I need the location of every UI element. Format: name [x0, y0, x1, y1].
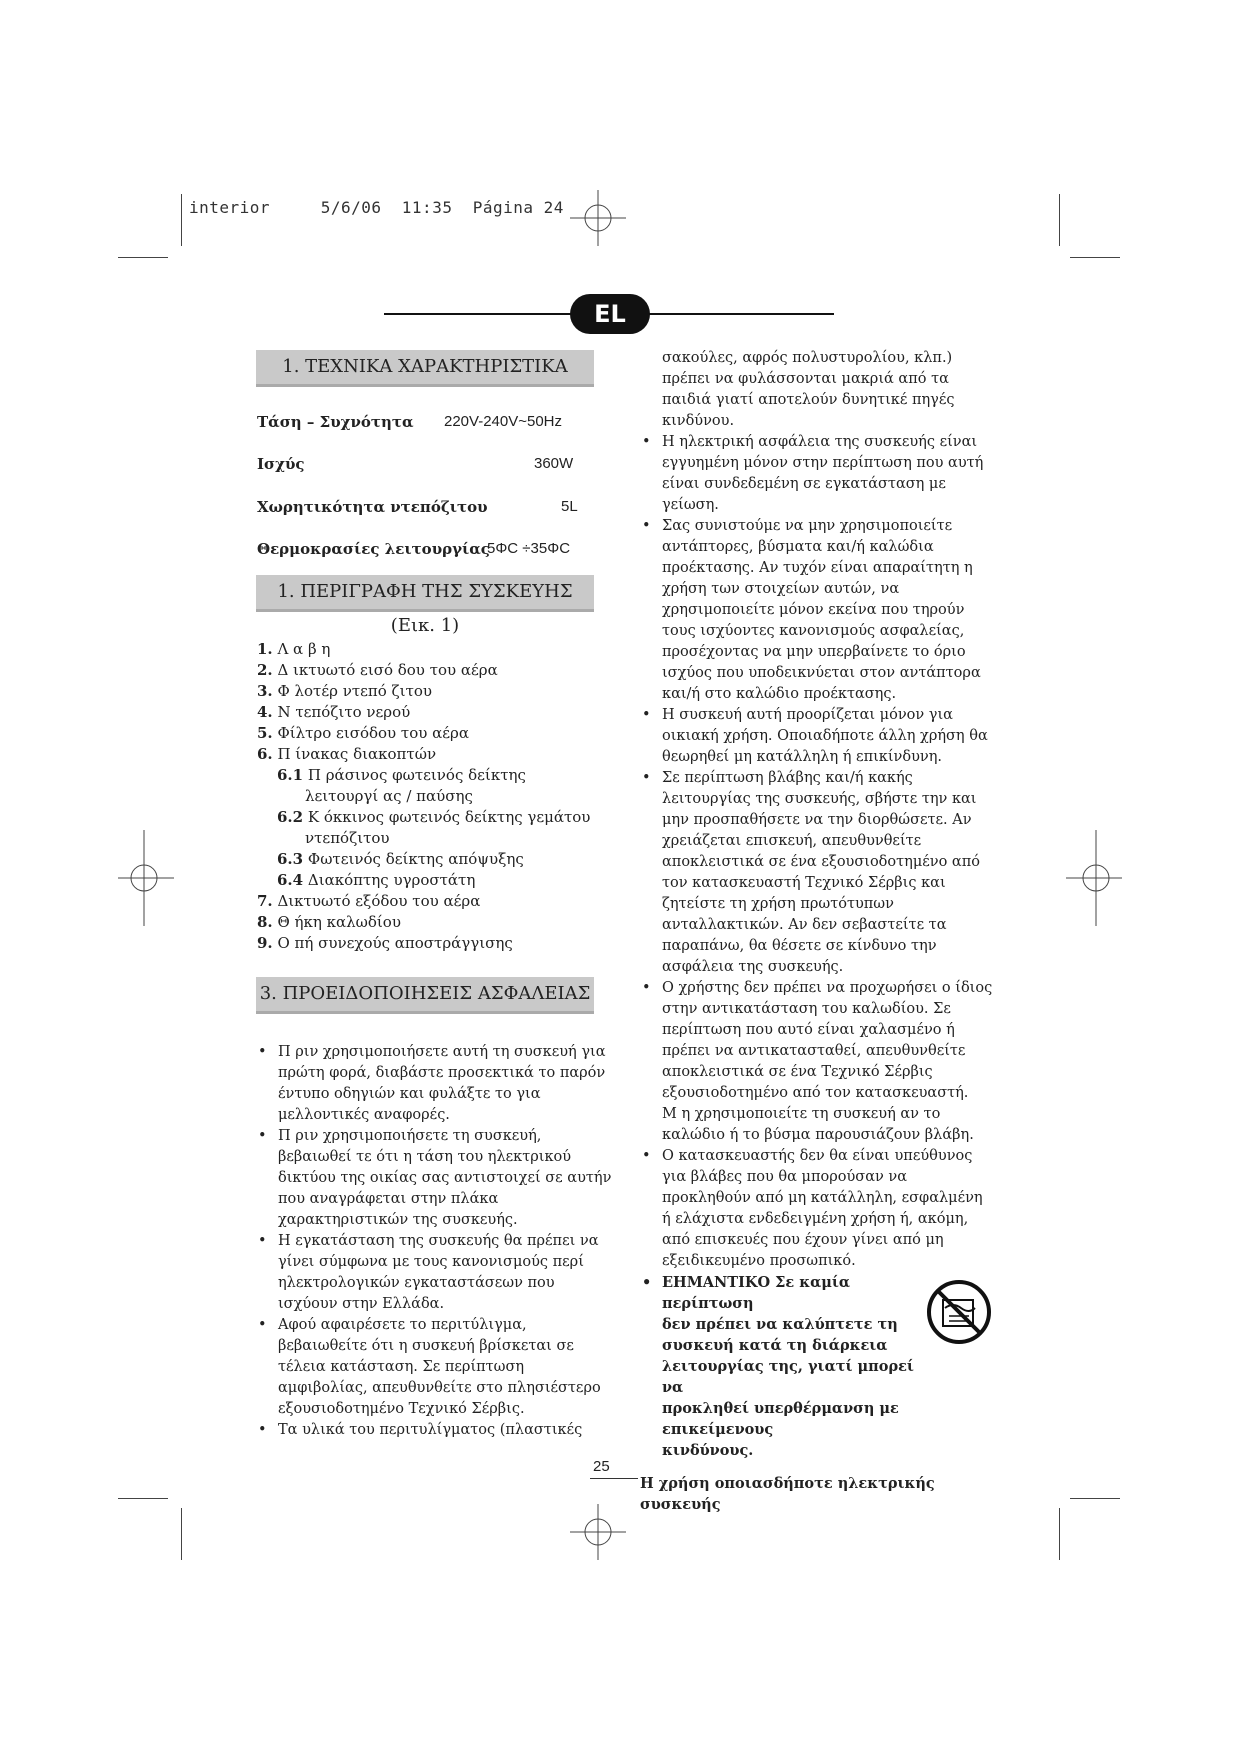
- section-title-specs: 1. ΤΕΧΝΙΚΑ ΧΑΡΑΚΤΗΡΙΣΤΙΚΑ: [256, 350, 594, 387]
- crop-mark: [1070, 1498, 1120, 1499]
- list-item: • Π ριν χρησιμοποιήσετε αυτή τη συσκευή για πρώτη φορά, διαβάστε προσεκτικά το παρόν έντυπο οδηγιών και φυλάξτε το για μελλοντικές αναφορές.: [256, 1042, 616, 1126]
- list-item: • Σας συνιστούμε να μην χρησιμοποιείτε αντάπτορες, βύσματα και/ή καλώδια προέκτασης. Αν τυχόν είναι απαραίτητη η χρήση των στοιχείων αυτών, να χρησιμοποιείτε μόνον εκείνα που τηρούν τους ισχύοντες κανονισμούς ασφαλείας, προσέχοντας να μην υπερβαίνετε το όριο ισχύος που υποδεικνύεται στον αντάπτορα και/ή στο καλώδιο προέκτασης.: [640, 516, 1000, 705]
- crop-mark: [118, 1498, 168, 1499]
- spec-label: Θερμοκρασίες λειτουργίας: [257, 540, 490, 558]
- print-header: interior 5/6/06 11:35 Página 24: [189, 198, 564, 217]
- spec-label: Τάση – Συχνότητα: [257, 413, 414, 431]
- list-item: λειτουργί ας / παύσης: [305, 787, 473, 805]
- list-item: 6. Π ίνακας διακοπτών: [257, 745, 437, 763]
- crop-mark: [1059, 194, 1060, 246]
- crop-mark: [181, 194, 182, 246]
- badge-rule-right: [646, 313, 834, 315]
- crop-mark: [118, 257, 168, 258]
- list-item: • Ο χρήστης δεν πρέπει να προχωρήσει ο ίδιος στην αντικατάσταση του καλωδίου. Σε περίπτωση που αυτό είναι χαλασμένο ή πρέπει να αντικατασταθεί, απευθυνθείτε αποκλειστικά σε ένα Τεχνικό Σέρβις εξουσιοδοτημένο από τον κατασκευαστή. Μ η χρησιμοποιείτε τη συσκευή αν το καλώδιο ή το βύσμα παρουσιάζουν βλάβη.: [640, 978, 1000, 1146]
- list-item: • Σε περίπτωση βλάβης και/ή κακής λειτουργίας της συσκευής, σβήστε την και μην προσπαθήσετε να την διορθώσετε. Αν χρειάζεται επισκευή, απευθυνθείτε αποκλειστικά σε ένα εξουσιοδοτημένο από τον κατασκευαστή Τεχνικό Σέρβις και ζητείστε τη χρήση πρωτότυπων ανταλλακτικών. Αν δεν σεβαστείτε τα παραπάνω, θα θέσετε σε κίνδυνο την ασφάλεια της συσκευής.: [640, 768, 1000, 978]
- registration-mark-icon: [570, 1504, 626, 1560]
- list-item: 6.3 Φωτεινός δείκτης απόψυξης: [277, 850, 524, 868]
- list-item: 3. Φ λοτέρ ντεπό ζιτου: [257, 682, 433, 700]
- trailing-line: Η χρήση οποιασδήποτε ηλεκτρικής συσκευής: [640, 1475, 935, 1513]
- spec-value: 360W: [534, 455, 574, 472]
- spec-value: 5L: [561, 498, 578, 515]
- page-number: 25: [593, 1458, 610, 1475]
- list-item: 6.2 Κ όκκινος φωτεινός δείκτης γεμάτου: [277, 808, 591, 826]
- list-item: • Η εγκατάσταση της συσκευής θα πρέπει να γίνει σύμφωνα με τους κανονισμούς περί ηλεκτρολογικών εγκαταστάσεων που ισχύουν στην Ελλάδα.: [256, 1231, 616, 1315]
- language-badge: EL: [570, 294, 650, 334]
- list-item: 2. Δ ικτυωτό εισό δου του αέρα: [257, 661, 498, 679]
- list-item: • Ο κατασκευαστής δεν θα είναι υπεύθυνος για βλάβες που θα μπορούσαν να προκληθούν από μη κατάλληλη, εσφαλμένη ή ελάχιστα ενδεδειγμένη χρήση ή, ακόμη, από επισκευές που έχουν γίνει από μη εξειδικευμένο προσωπικό.: [640, 1146, 1000, 1272]
- list-item: 6.1 Π ράσινος φωτεινός δείκτης: [277, 766, 526, 784]
- spec-value: 5ΦC ÷35ΦC: [487, 540, 571, 557]
- list-item: 1. Λ α β η: [257, 640, 331, 658]
- spec-label: Χωρητικότητα ντεπόζιτου: [257, 498, 488, 516]
- registration-mark-icon: [570, 190, 626, 246]
- list-item-continuation: σακούλες, αφρός πολυστυρολίου, κλπ.) πρέπει να φυλάσσονται μακριά από τα παιδιά γιατί αποτελούν δυνητικέ πηγές κινδύνου.: [662, 350, 955, 429]
- list-item: • Αφού αφαιρέσετε το περιτύλιγμα, βεβαιωθείτε ότι η συσκευή βρίσκεται σε τέλεια κατάσταση. Σε περίπτωση αμφιβολίας, απευθυνθείτε στο πλησιέστερο εξουσιοδοτημένο Τεχνικό Σέρβις.: [256, 1315, 616, 1420]
- list-item: 6.4 Διακόπτης υγροστάτη: [277, 871, 476, 889]
- crop-mark: [1070, 257, 1120, 258]
- crop-mark: [181, 1508, 182, 1560]
- section-title-warnings: 3. ΠΡΟΕΙΔΟΠΟΙΗΣΕΙΣ ΑΣΦΑΛΕΙΑΣ: [256, 977, 594, 1014]
- warnings-left-column: [256, 1042, 616, 1441]
- section-title-description: 1. ΠΕΡΙΓΡΑΦΗ ΤΗΣ ΣΥΣΚΕΥΗΣ (Εικ. 1): [256, 575, 594, 612]
- list-item: • Η συσκευή αυτή προορίζεται μόνον για οικιακή χρήση. Οποιαδήποτε άλλη χρήση θα θεωρηθεί μη κατάλληλη ή επικίνδυνη.: [640, 705, 1000, 768]
- list-item: ντεπόζιτου: [305, 829, 390, 847]
- spec-label: Ισχύς: [257, 455, 305, 473]
- list-item: 7. Δικτυωτό εξόδου του αέρα: [257, 892, 481, 910]
- list-item: • Τα υλικά του περιτυλίγματος (πλαστικές: [256, 1420, 616, 1441]
- list-item: • Η ηλεκτρική ασφάλεια της συσκευής είναι εγγυημένη μόνον στην περίπτωση που αυτή είναι συνδεδεμένη σε εγκατάσταση με γείωση.: [640, 432, 1000, 516]
- description-list: [257, 639, 590, 954]
- list-item: 9. Ο πή συνεχούς αποστράγγισης: [257, 934, 513, 952]
- registration-mark-icon: [118, 830, 174, 926]
- do-not-cover-icon: [925, 1278, 993, 1346]
- list-item: • Π ριν χρησιμοποιήσετε τη συσκευή, βεβαιωθεί τε ότι η τάση του ηλεκτρικού δικτύου της οικίας σας αντιστοιχεί σε αυτήν που αναγράφεται στην πλάκα χαρακτηριστικών της συσκευής.: [256, 1126, 616, 1231]
- important-warning: • ΕΗΜΑΝΤΙΚΟ Σε καμία περίπτωση δεν πρέπει να καλύπτετε τη συσκευή κατά τη διάρκεια λειτουργίας της, γιατί μπορεί να προκληθεί υπερθέρμανση με επικείμενους κινδύνους.: [640, 1272, 1000, 1461]
- page-number-underline: [590, 1478, 638, 1479]
- list-item: 5. Φίλτρο εισόδου του αέρα: [257, 724, 469, 742]
- registration-mark-icon: [1066, 830, 1122, 926]
- badge-rule-left: [384, 313, 574, 315]
- crop-mark: [1059, 1508, 1060, 1560]
- list-item: 8. Θ ήκη καλωδίου: [257, 913, 401, 931]
- spec-value: 220V-240V~50Hz: [444, 413, 563, 430]
- list-item: 4. Ν τεπόζιτο νερού: [257, 703, 411, 721]
